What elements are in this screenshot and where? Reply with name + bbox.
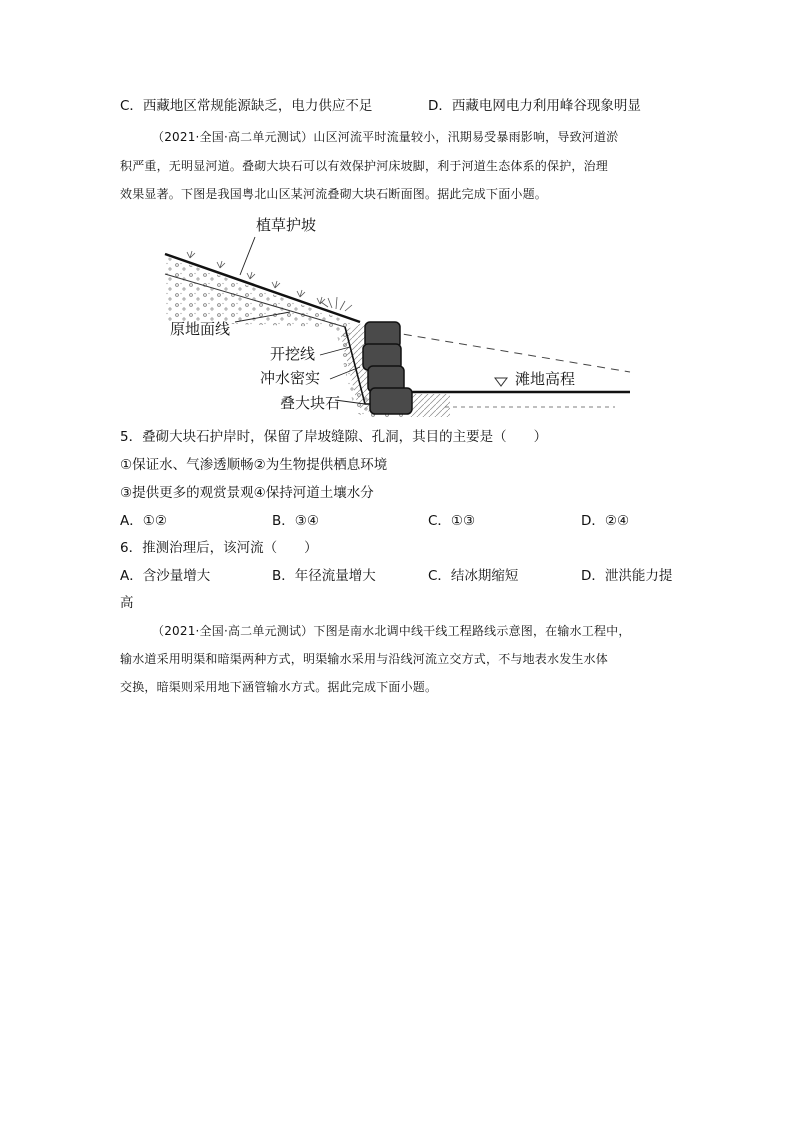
q6-option-b: B．年径流量增大 — [272, 568, 376, 584]
label-original-ground: 原地面线 — [170, 320, 231, 338]
q6-option-c: C．结冰期缩短 — [428, 568, 519, 584]
q6-option-d: D．泄洪能力提 — [581, 568, 673, 584]
q6-option-a: A．含沙量增大 — [120, 568, 211, 584]
beach-marker-triangle — [495, 378, 507, 386]
q5-option-d: D．②④ — [581, 513, 630, 529]
option-d-prev: D．西藏电网电力利用峰谷现象明显 — [428, 98, 641, 114]
passage1-line3: 效果显著。下图是我国粤北山区某河流叠砌大块石断面图。据此完成下面小题。 — [120, 187, 548, 201]
label-stacked-stones: 叠大块石 — [280, 394, 341, 412]
q6-option-d-wrap: 高 — [120, 595, 134, 611]
label-grass-slope: 植草护坡 — [256, 216, 317, 234]
q5-statement-2: ③提供更多的观赏景观④保持河道土壤水分 — [120, 485, 374, 501]
q5-option-a: A．①② — [120, 513, 167, 529]
passage2-line2: 输水道采用明渠和暗渠两种方式，明渠输水采用与沿线河流立交方式，不与地表水发生水体 — [120, 652, 609, 666]
q6-stem: 6．推测治理后，该河流（ ） — [120, 540, 318, 556]
q5-statement-1: ①保证水、气渗透顺畅②为生物提供栖息环境 — [120, 457, 388, 473]
river-bank-cross-section-figure — [160, 212, 635, 422]
q5-stem: 5．叠砌大块石护岸时，保留了岸坡缝隙、孔洞，其目的主要是（ ） — [120, 429, 548, 445]
passage2-line3: 交换，暗渠则采用地下涵管输水方式。据此完成下面小题。 — [120, 680, 438, 694]
passage2-line1: （2021·全国·高二单元测试）下图是南水北调中线干线工程路线示意图，在输水工程中， — [152, 624, 631, 638]
stacked-stones — [363, 322, 412, 414]
label-compaction: 冲水密实 — [260, 369, 321, 387]
label-excavation: 开挖线 — [270, 345, 316, 363]
option-c-prev: C．西藏地区常规能源缺乏，电力供应不足 — [120, 98, 373, 114]
leader-grass — [240, 237, 255, 275]
water-level-dashed-line — [390, 332, 630, 372]
passage1-line2: 积严重，无明显河道。叠砌大块石可以有效保护河床坡脚，利于河道生态体系的保护，治理 — [120, 159, 609, 173]
label-beach-elevation: 滩地高程 — [515, 370, 576, 388]
q5-option-b: B．③④ — [272, 513, 319, 529]
q5-option-c: C．①③ — [428, 513, 476, 529]
passage1-line1: （2021·全国·高二单元测试）山区河流平时流量较小，汛期易受暴雨影响，导致河道淤 — [152, 130, 619, 144]
